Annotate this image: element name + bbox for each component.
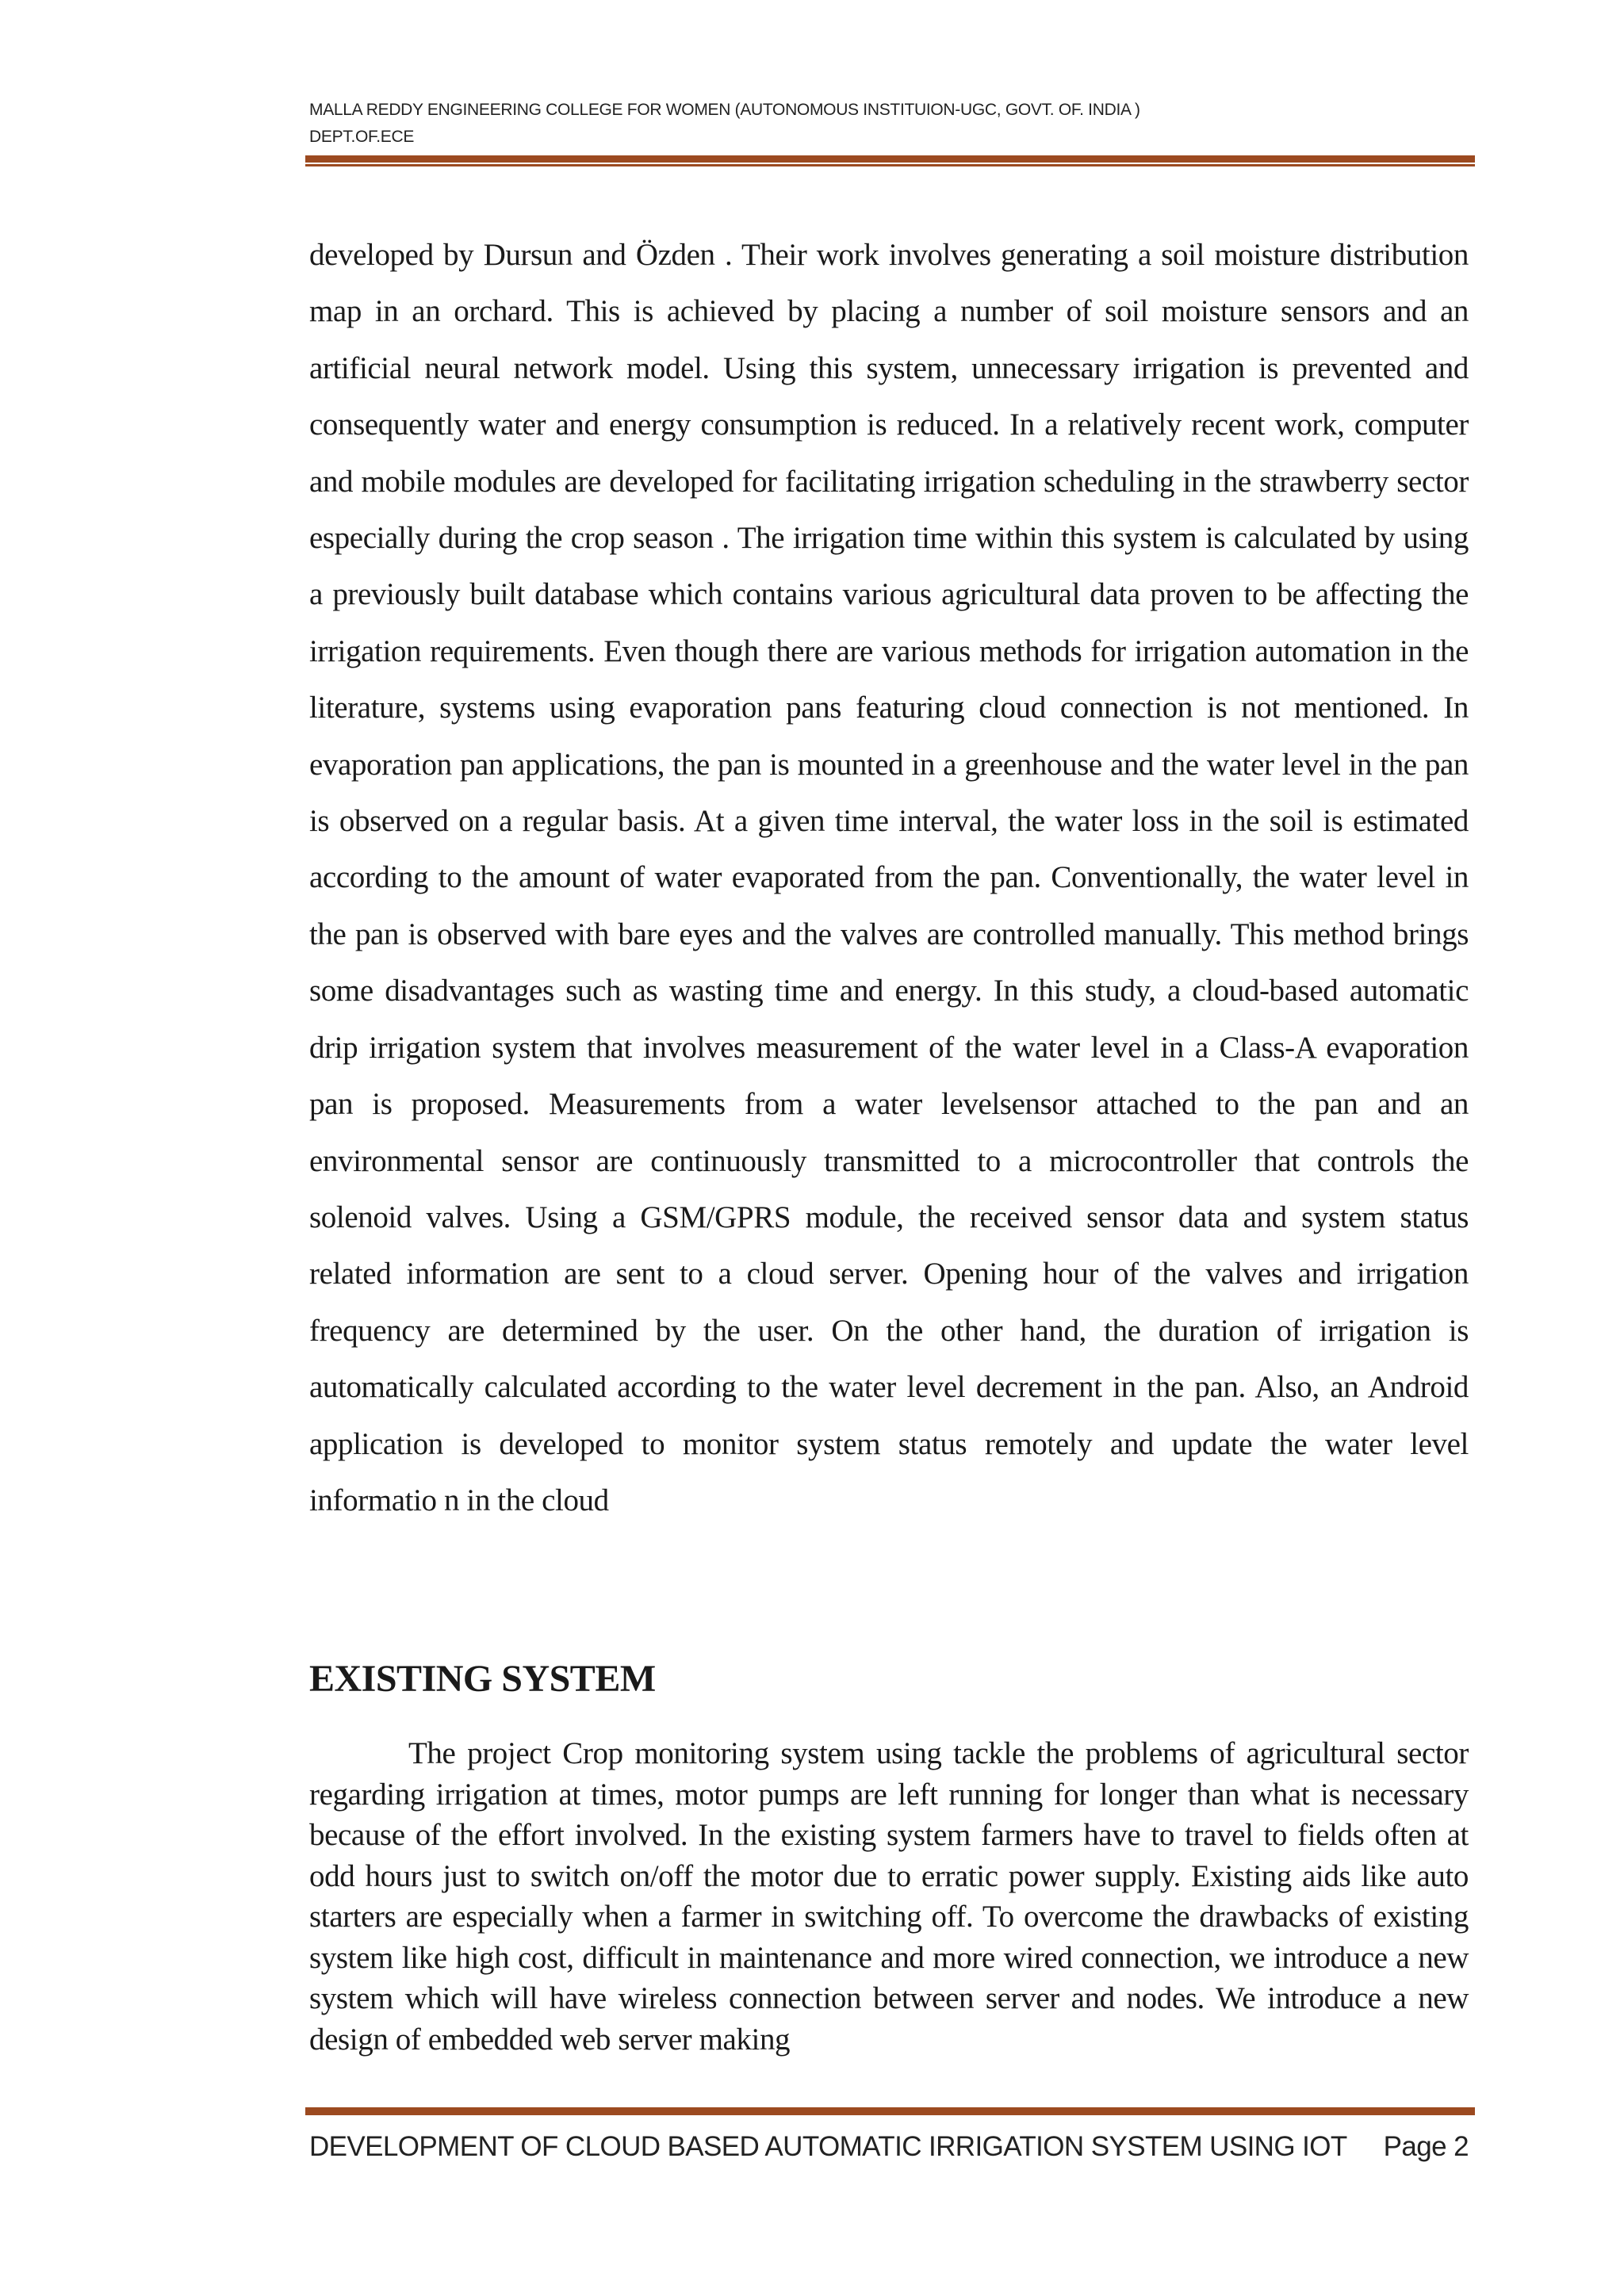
page-number: Page 2 bbox=[1383, 2131, 1469, 2162]
page-footer bbox=[309, 2130, 1469, 2164]
header-rule-thin bbox=[305, 164, 1475, 166]
header-department: DEPT.OF.ECE bbox=[309, 128, 415, 146]
header-institution: MALLA REDDY ENGINEERING COLLEGE FOR WOMEN (AUTONOMOUS INSTITUION-UGC, GOVT. OF. INDIA ) bbox=[309, 101, 1140, 119]
section-heading: EXISTING SYSTEM bbox=[309, 1658, 656, 1700]
footer-rule-thin bbox=[305, 2113, 1475, 2115]
footer-title: DEVELOPMENT OF CLOUD BASED AUTOMATIC IRRIGATION SYSTEM USING IOT bbox=[309, 2131, 1347, 2162]
section-paragraph: The project Crop monitoring system using tackle the problems of agricultural sector regarding irrigation at times, motor pumps are left running for longer than what is necessary because of the effort involved. In the existing system farmers have to travel to fields often at odd hours just to switch on/off the motor due to erratic power supply. Existing aids like auto starters are especially when a farmer in switching off. To overcome the drawbacks of existing system like high cost, difficult in maintenance and more wired connection, we introduce a new system which will have wireless connection between server and nodes. We introduce a new design of embedded web server making bbox=[309, 1736, 1469, 2057]
header-rule-thick bbox=[305, 155, 1475, 163]
page-header bbox=[309, 97, 1475, 151]
body-paragraph: developed by Dursun and Özden . Their work involves generating a soil moisture distribution map in an orchard. This is achieved by placing a number of soil moisture sensors and an artificial neural network model. Using this system, unnecessary irrigation is prevented and consequently water and energy consumption is reduced. In a relatively recent work, computer and mobile modules are developed for facilitating irrigation scheduling in the strawberry sector especially during the crop season . The irrigation time within this system is calculated by using a previously built database which contains various agricultural data proven to be affecting the irrigation requirements. Even though there are various methods for irrigation automation in the literature, systems using evaporation pans featuring cloud connection is not mentioned. In evaporation pan applications, the pan is mounted in a greenhouse and the water level in the pan is observed on a regular basis. At a given time interval, the water loss in the soil is estimated according to the amount of water evaporated from the pan. Conventionally, the water level in the pan is observed with bare eyes and the valves are controlled manually. This method brings some disadvantages such as wasting time and energy. In this study, a cloud-based automatic drip irrigation system that involves measurement of the water level in a Class-A evaporation pan is proposed. Measurements from a water levelsensor attached to the pan and an environmental sensor are continuously transmitted to a microcontroller that controls the solenoid valves. Using a GSM/GPRS module, the received sensor data and system status related information are sent to a cloud server. Opening hour of the valves and irrigation frequency are determined by the user. On the other hand, the duration of irrigation is automatically calculated according to the water level decrement in the pan. Also, an Android application is developed to monitor system status remotely and update the water level informatio n in the cloud bbox=[309, 238, 1469, 1517]
